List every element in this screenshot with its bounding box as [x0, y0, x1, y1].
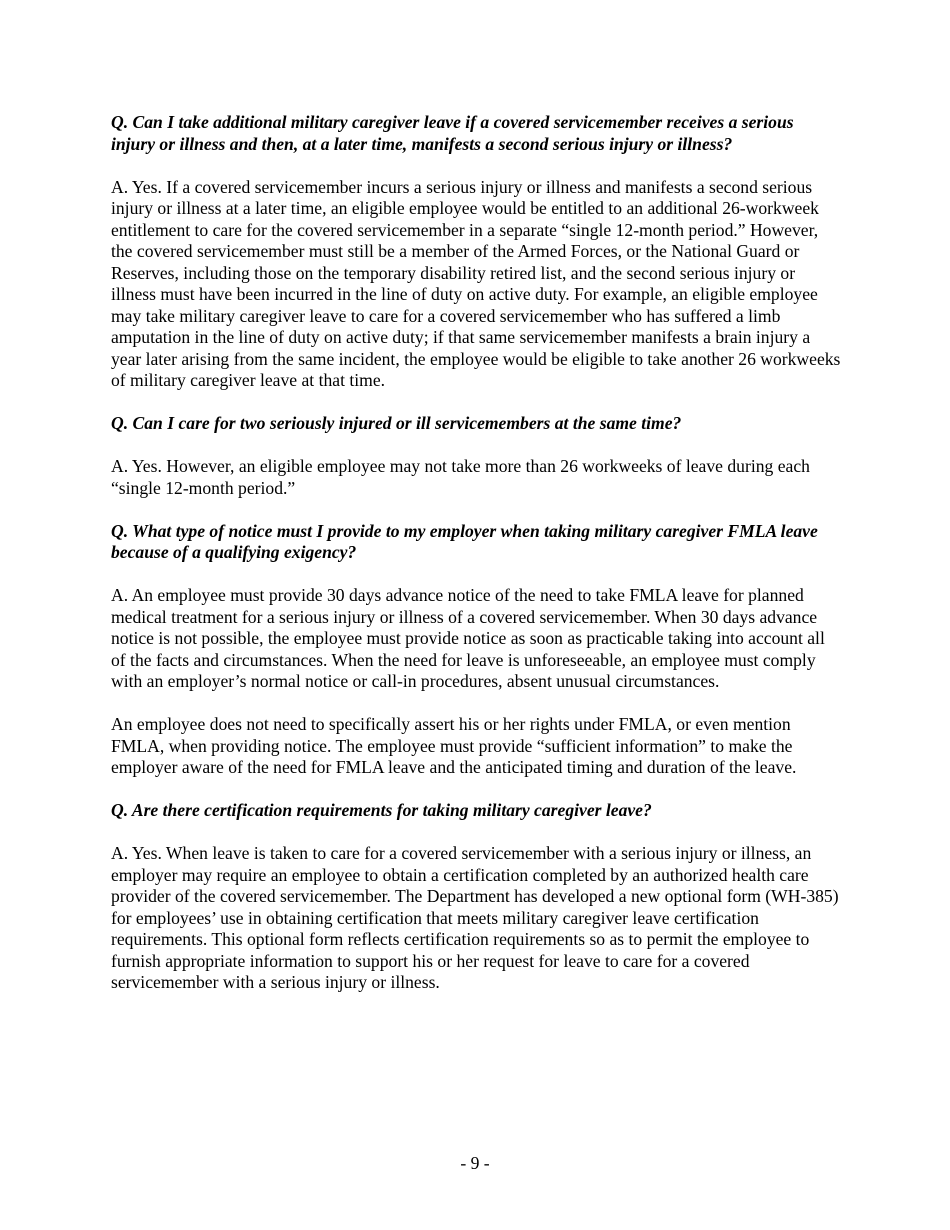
answer-paragraph: A. Yes. If a covered servicemember incurs a serious injury or illness and manifests a second serious injury or illness at a later time, an eligible employee would be entitled to an additional 26-workweek entitlement to care for the covered servicemember in a separate “single 12-month period.” However, the covered servicemember must still be a member of the Armed Forces, or the National Guard or Reserves, including those on the temporary disability retired list, and the second serious injury or illness must have been incurred in the line of duty on active duty. For example, an eligible employee may take military caregiver leave to care for a covered servicemember who has suffered a limb amputation in the line of duty on active duty; if that same servicemember manifests a brain injury a year later arising from the same incident, the employee would be eligible to take another 26 workweeks of military caregiver leave at that time. — [111, 176, 841, 390]
document-page — [111, 112, 841, 1015]
answer-paragraph: A. Yes. However, an eligible employee may not take more than 26 workweeks of leave during each “single 12-month period.” — [111, 456, 810, 498]
question-heading: Q. Can I take additional military caregiver leave if a covered servicemember receives a serious injury or illness and then, at a later time, manifests a second serious injury or illness? — [111, 112, 794, 154]
question-heading: Q. Are there certification requirements for taking military caregiver leave? — [111, 800, 652, 820]
page-number: - 9 - — [460, 1153, 490, 1173]
question-heading: Q. Can I care for two seriously injured or ill servicemembers at the same time? — [111, 413, 682, 433]
answer-paragraph: A. An employee must provide 30 days advance notice of the need to take FMLA leave for planned medical treatment for a serious injury or illness of a covered servicemember. When 30 days advance notice is not possible, the employee must provide notice as soon as practicable taking into account all of the facts and circumstances. When the need for leave is unforeseeable, an employee must comply with an employer’s normal notice or call-in procedures, absent unusual circumstances. — [111, 585, 825, 691]
answer-paragraph: An employee does not need to specifically assert his or her rights under FMLA, or even mention FMLA, when providing notice. The employee must provide “sufficient information” to make the employer aware of the need for FMLA leave and the anticipated timing and duration of the leave. — [111, 714, 797, 777]
answer-paragraph: A. Yes. When leave is taken to care for a covered servicemember with a serious injury or illness, an employer may require an employee to obtain a certification completed by an authorized health care provider of the covered servicemember. The Department has developed a new optional form (WH-385) for employees’ use in obtaining certification that meets military caregiver leave certification requirements. This optional form reflects certification requirements so as to permit the employee to furnish appropriate information to support his or her request for leave to care for a covered servicemember with a serious injury or illness. — [111, 843, 839, 992]
question-heading: Q. What type of notice must I provide to my employer when taking military caregiver FMLA leave because of a qualifying exigency? — [111, 520, 818, 562]
